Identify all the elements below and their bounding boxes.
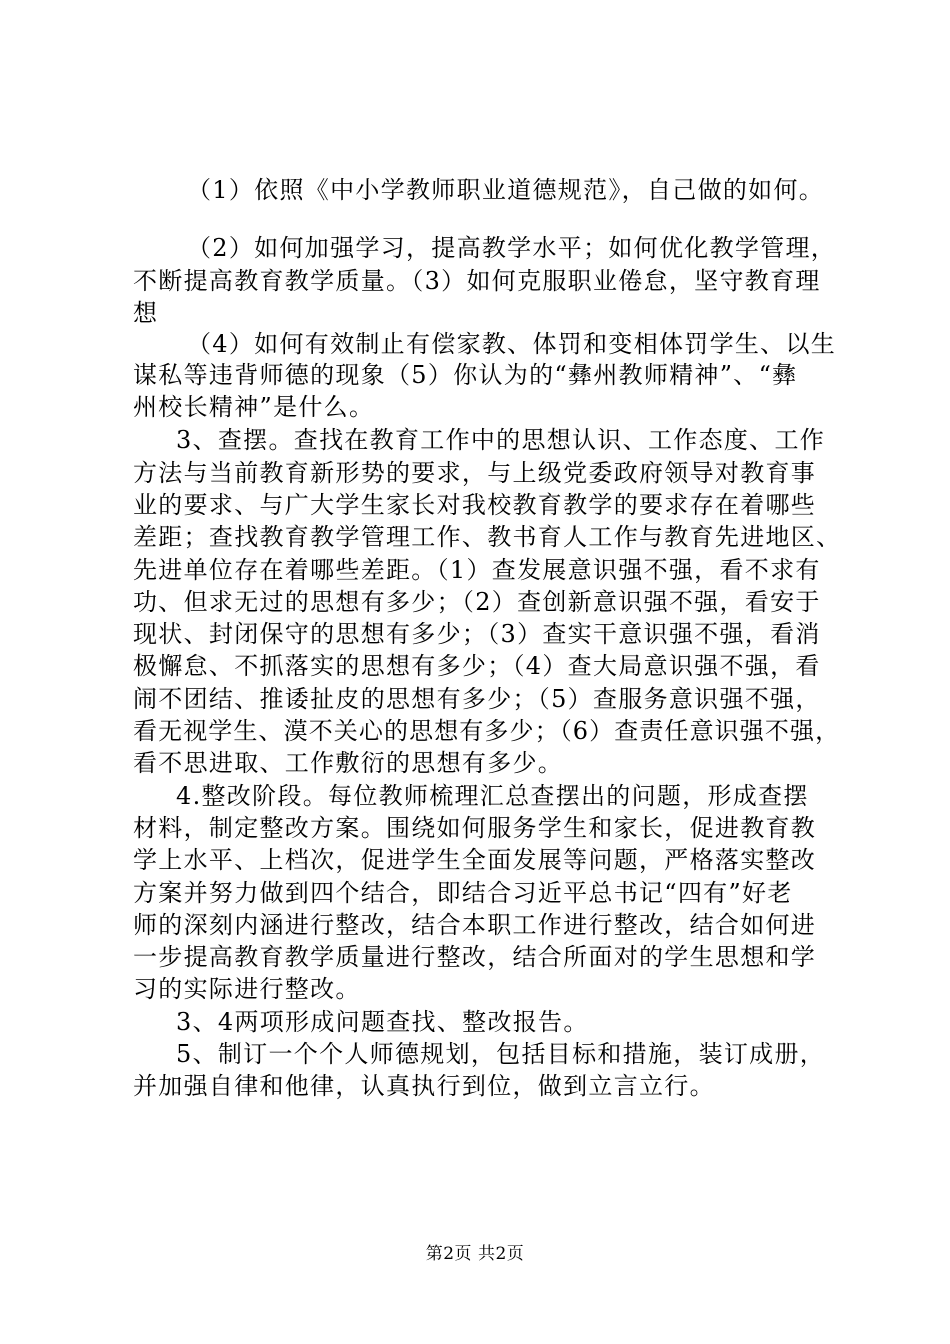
text-line-23: 师的深刻内涵进行整改，结合本职工作进行整改，结合如何进	[133, 911, 817, 939]
text-line-27: 5、制订一个个人师德规划，包括目标和措施，装订成册，	[176, 1040, 826, 1068]
text-line-26: 3、4两项形成问题查找、整改报告。	[176, 1008, 589, 1036]
text-line-20: 材料，制定整改方案。围绕如何服务学生和家长，促进教育教	[133, 814, 817, 842]
text-line-21: 学上水平、上档次，促进学生全面发展等问题，严格落实整改	[133, 846, 817, 874]
text-line-25: 习的实际进行整改。	[133, 975, 361, 1003]
text-line-9: 方法与当前教育新形势的要求，与上级党委政府领导对教育事	[133, 459, 817, 487]
text-line-5: （4）如何有效制止有偿家教、体罚和变相体罚学生、以生	[187, 330, 837, 358]
text-line-15: 极懈怠、不抓落实的思想有多少；（4）查大局意识强不强，看	[133, 652, 821, 680]
page-number: 第2页 共2页	[425, 1244, 525, 1264]
text-line-2: （2）如何加强学习，提高教学水平；如何优化教学管理，	[187, 234, 837, 262]
text-line-14: 现状、封闭保守的思想有多少；（3）查实干意识强不强，看消	[133, 620, 821, 648]
text-line-3: 不断提高教育教学质量。（3）如何克服职业倦怠，坚守教育理	[133, 267, 821, 295]
text-line-28: 并加强自律和他律，认真执行到位，做到立言立行。	[133, 1072, 715, 1100]
text-line-18: 看不思进取、工作敷衍的思想有多少。	[133, 749, 564, 777]
text-line-13: 功、但求无过的思想有多少；（2）查创新意识强不强，看安于	[133, 588, 821, 616]
text-line-1: （1）依照《中小学教师职业道德规范》，自己做的如何。	[187, 176, 825, 204]
text-line-7: 州校长精神”是什么。	[133, 393, 375, 421]
text-line-22: 方案并努力做到四个结合，即结合习近平总书记“四有”好老	[133, 879, 793, 907]
text-line-4: 想	[133, 299, 159, 327]
text-line-8: 3、查摆。查找在教育工作中的思想认识、工作态度、工作	[176, 426, 826, 454]
text-line-12: 先进单位存在着哪些差距。（1）查发展意识强不强，看不求有	[133, 556, 821, 584]
text-line-10: 业的要求、与广大学生家长对我校教育教学的要求存在着哪些	[133, 491, 817, 519]
text-line-24: 一步提高教育教学质量进行整改，结合所面对的学生思想和学	[133, 943, 817, 971]
text-line-6: 谋私等违背师德的现象（5）你认为的“彝州教师精神”、“彝	[133, 361, 798, 389]
text-line-11: 差距；查找教育教学管理工作、教书育人工作与教育先进地区、	[133, 523, 842, 551]
text-line-17: 看无视学生、漠不关心的思想有多少；（6）查责任意识强不强，	[133, 717, 841, 745]
text-line-19: 4.整改阶段。每位教师梳理汇总查摆出的问题，形成查摆	[176, 782, 809, 810]
text-line-16: 闹不团结、推诿扯皮的思想有多少；（5）查服务意识强不强，	[133, 685, 821, 713]
